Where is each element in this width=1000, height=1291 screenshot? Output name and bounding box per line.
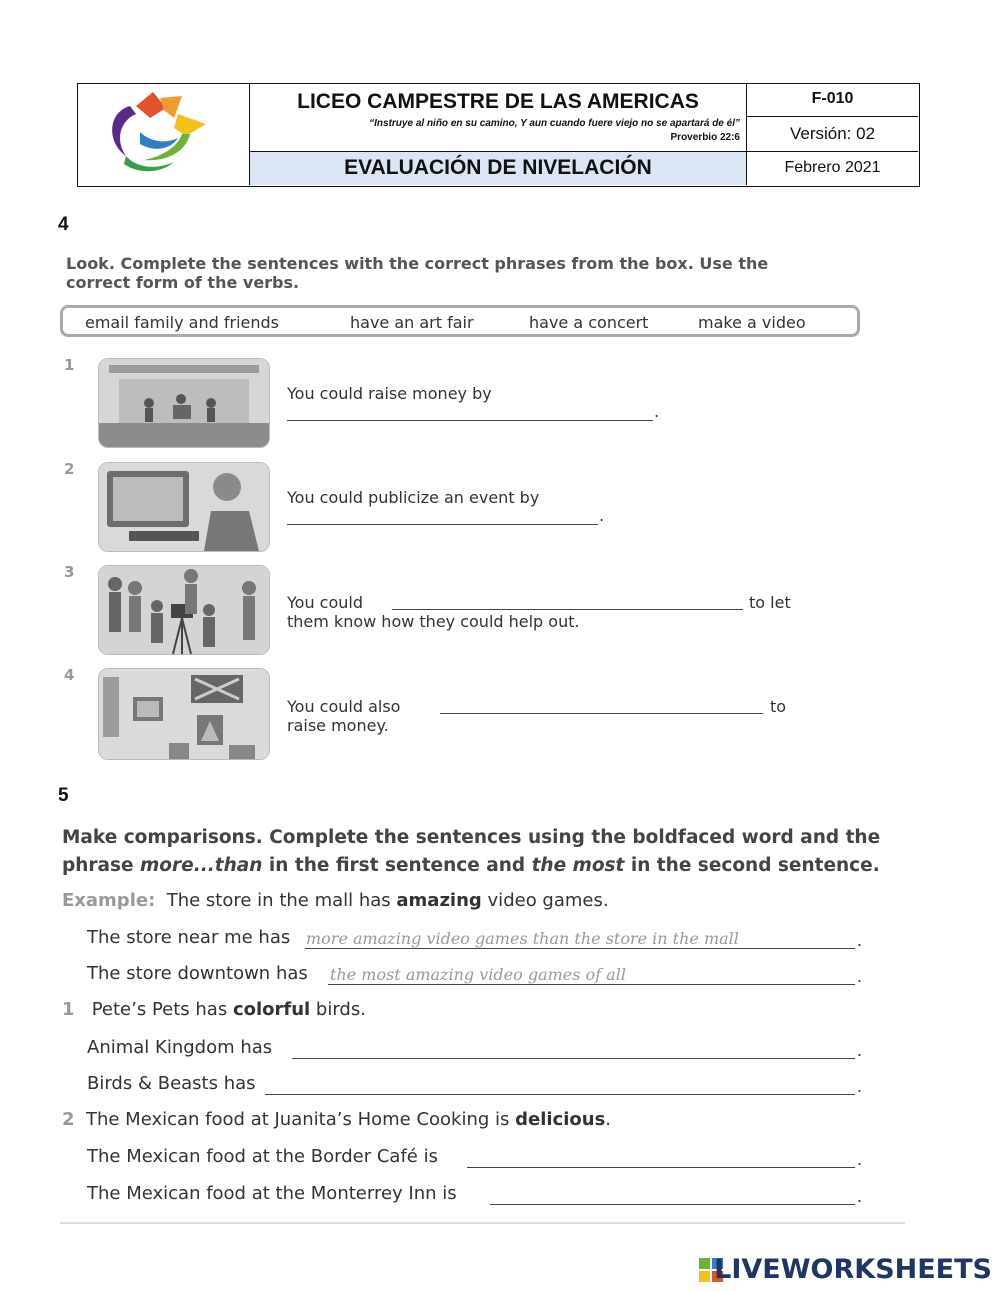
- section-5-instructions-line1: Make comparisons. Complete the sentences using the boldfaced word and the: [62, 827, 881, 848]
- bottom-divider: [60, 1222, 905, 1224]
- example-sentence: Example: The store in the mall has amazing video games.: [62, 890, 609, 911]
- computer-illustration-icon: [99, 463, 269, 551]
- motto: “Instruye al niño en su camino, Y aun cuando fuere viejo no se apartará de él”: [369, 118, 740, 129]
- question-number: 4: [64, 666, 75, 684]
- question-3-prefix: You could: [287, 593, 363, 612]
- answer-blank-2[interactable]: [287, 510, 598, 525]
- video-picture: [98, 565, 270, 655]
- example-label: Example:: [62, 890, 156, 911]
- answer-line-2a[interactable]: [467, 1167, 855, 1168]
- school-name: LICEO CAMPESTRE DE LAS AMERICAS: [297, 90, 699, 113]
- document-date: Febrero 2021: [784, 159, 881, 176]
- question-1-line-1: Animal Kingdom has: [87, 1037, 273, 1058]
- example-answer-2: the most amazing video games of all: [330, 965, 626, 984]
- section-5-instructions-line2: phrase more...than in the first sentence and the most in the second sentence.: [62, 855, 880, 876]
- answer-line-1b[interactable]: [265, 1094, 855, 1095]
- version-cell: [747, 117, 918, 151]
- phrase-item: have a concert: [529, 313, 649, 332]
- art-fair-picture: [98, 668, 270, 760]
- example-line-1: The store near me has: [87, 927, 291, 948]
- video-illustration-icon: [99, 566, 269, 654]
- example-answer-line-2: [328, 984, 855, 985]
- evaluation-title-cell: [250, 151, 747, 185]
- answer-blank-4[interactable]: [440, 699, 763, 714]
- answer-blank-3[interactable]: [392, 595, 743, 610]
- title-cell: [250, 84, 747, 151]
- example-line-2: The store downtown has: [87, 963, 308, 984]
- example-answer-line-1: [305, 948, 855, 949]
- concert-picture: [98, 358, 270, 448]
- period: .: [857, 930, 863, 950]
- period: .: [599, 506, 605, 525]
- answer-line-1a[interactable]: [292, 1058, 855, 1059]
- concert-illustration-icon: [99, 359, 269, 447]
- header-table: [77, 83, 920, 187]
- question-4-line2: raise money.: [287, 716, 389, 735]
- evaluation-title: EVALUACIÓN DE NIVELACIÓN: [344, 156, 652, 179]
- computer-picture: [98, 462, 270, 552]
- period: .: [857, 1186, 863, 1206]
- section-4-instructions-line1: Look. Complete the sentences with the correct phrases from the box. Use the: [66, 254, 769, 273]
- question-number: 1: [64, 356, 75, 374]
- question-3-suffix: to let: [749, 593, 791, 612]
- question-2-line-1: The Mexican food at the Border Café is: [87, 1146, 438, 1167]
- document-version: Versión: 02: [789, 124, 876, 143]
- question-3-line2: them know how they could help out.: [287, 612, 580, 631]
- question-2-line-2: The Mexican food at the Monterrey Inn is: [87, 1183, 457, 1204]
- phrase-item: have an art fair: [350, 313, 474, 332]
- question-1-sentence: 1 Pete’s Pets has colorful birds.: [62, 999, 366, 1020]
- period: .: [857, 1076, 863, 1096]
- phrase-box: [60, 305, 860, 337]
- answer-line-2b[interactable]: [490, 1204, 855, 1205]
- question-4-prefix: You could also: [287, 697, 401, 716]
- document-code: F-010: [811, 90, 854, 107]
- section-5-number: 5: [58, 785, 69, 806]
- question-number: 2: [64, 460, 75, 478]
- question-4-suffix: to: [770, 697, 787, 716]
- period: .: [654, 402, 660, 421]
- motto-reference: Proverbio 22:6: [670, 132, 740, 143]
- section-4-number: 4: [58, 214, 69, 235]
- phrase-item: make a video: [698, 313, 806, 332]
- question-1-line-2: Birds & Beasts has: [87, 1073, 256, 1094]
- art-fair-illustration-icon: [99, 669, 269, 759]
- question-2-sentence: 2 The Mexican food at Juanita’s Home Cooking is delicious.: [62, 1109, 612, 1130]
- section-4-instructions-line2: correct form of the verbs.: [66, 273, 300, 292]
- school-logo-icon: [78, 84, 250, 185]
- period: .: [857, 1149, 863, 1169]
- date-cell: [747, 151, 918, 185]
- period: .: [857, 1040, 863, 1060]
- answer-blank-1[interactable]: [287, 406, 653, 421]
- question-1-text: You could raise money by: [287, 384, 492, 403]
- period: .: [857, 966, 863, 986]
- example-answer-1: more amazing video games than the store in the mall: [306, 929, 739, 948]
- phrase-item: email family and friends: [85, 313, 279, 332]
- code-cell: [747, 84, 918, 117]
- logo-cell: [78, 84, 250, 185]
- question-2-text: You could publicize an event by: [287, 488, 540, 507]
- liveworksheets-brand[interactable]: LIVEWORKSHEETS: [714, 1254, 992, 1285]
- question-number: 3: [64, 563, 75, 581]
